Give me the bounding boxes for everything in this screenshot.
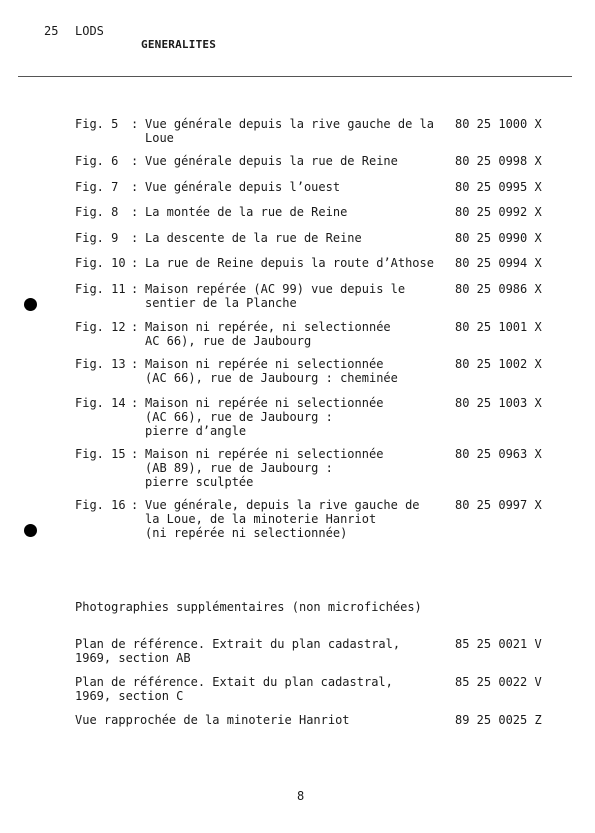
figure-separator: : <box>131 396 139 410</box>
figure-separator: : <box>131 180 139 194</box>
figure-code: 80 25 0995 X <box>455 180 542 194</box>
binder-hole <box>24 524 37 537</box>
supplementary-description: Plan de référence. Extait du plan cadastral, 1969, section C <box>75 675 393 703</box>
figure-code: 80 25 1000 X <box>455 117 542 131</box>
figure-description: Vue générale, depuis la rive gauche de la Loue, de la minoterie Hanriot (ni repérée ni selectionnée) <box>145 498 420 540</box>
supplementary-code: 89 25 0025 Z <box>455 713 542 727</box>
figure-label: Fig. 10 <box>75 256 126 270</box>
figure-label: Fig. 14 <box>75 396 126 410</box>
figure-label: Fig. 9 <box>75 231 119 245</box>
figure-code: 80 25 0998 X <box>455 154 542 168</box>
figure-separator: : <box>131 320 139 334</box>
header-title: LODS <box>75 24 104 38</box>
figure-separator: : <box>131 498 139 512</box>
figure-code: 80 25 0992 X <box>455 205 542 219</box>
figure-separator: : <box>131 256 139 270</box>
binder-hole <box>24 298 37 311</box>
figure-code: 80 25 0986 X <box>455 282 542 296</box>
header-number: 25 <box>44 24 59 38</box>
figure-description: Vue générale depuis l’ouest <box>145 180 341 194</box>
supplementary-code: 85 25 0022 V <box>455 675 542 689</box>
figure-description: Vue générale depuis la rive gauche de la Loue <box>145 117 434 145</box>
header-subtitle: GENERALITES <box>141 38 217 51</box>
figure-description: La montée de la rue de Reine <box>145 205 348 219</box>
figure-label: Fig. 8 <box>75 205 119 219</box>
figure-description: Maison ni repérée ni selectionnée (AC 66), rue de Jaubourg : cheminée <box>145 357 398 385</box>
figure-separator: : <box>131 231 139 245</box>
page-number: 8 <box>297 789 305 803</box>
supplementary-title: Photographies supplémentaires (non microfichées) <box>75 600 422 614</box>
figure-description: Maison ni repérée ni selectionnée (AB 89), rue de Jaubourg : pierre sculptée <box>145 447 384 489</box>
figure-description: Maison ni repérée ni selectionnée (AC 66), rue de Jaubourg : pierre d’angle <box>145 396 384 438</box>
figure-separator: : <box>131 447 139 461</box>
figure-code: 80 25 0963 X <box>455 447 542 461</box>
figure-description: Vue générale depuis la rue de Reine <box>145 154 398 168</box>
figure-code: 80 25 1003 X <box>455 396 542 410</box>
supplementary-code: 85 25 0021 V <box>455 637 542 651</box>
figure-code: 80 25 1001 X <box>455 320 542 334</box>
figure-label: Fig. 13 <box>75 357 126 371</box>
header-rule <box>18 76 572 77</box>
figure-separator: : <box>131 154 139 168</box>
figure-code: 80 25 0990 X <box>455 231 542 245</box>
figure-description: La rue de Reine depuis la route d’Athose <box>145 256 434 270</box>
figure-label: Fig. 7 <box>75 180 119 194</box>
figure-label: Fig. 16 <box>75 498 126 512</box>
supplementary-description: Plan de référence. Extrait du plan cadastral, 1969, section AB <box>75 637 401 665</box>
figure-description: Maison ni repérée, ni selectionnée AC 66), rue de Jaubourg <box>145 320 391 348</box>
figure-separator: : <box>131 205 139 219</box>
figure-code: 80 25 0994 X <box>455 256 542 270</box>
figure-code: 80 25 0997 X <box>455 498 542 512</box>
figure-label: Fig. 5 <box>75 117 119 131</box>
figure-separator: : <box>131 357 139 371</box>
figure-label: Fig. 6 <box>75 154 119 168</box>
figure-description: La descente de la rue de Reine <box>145 231 362 245</box>
supplementary-description: Vue rapprochée de la minoterie Hanriot <box>75 713 350 727</box>
figure-separator: : <box>131 282 139 296</box>
figure-label: Fig. 11 <box>75 282 126 296</box>
figure-separator: : <box>131 117 139 131</box>
figure-code: 80 25 1002 X <box>455 357 542 371</box>
figure-description: Maison repérée (AC 99) vue depuis le sentier de la Planche <box>145 282 406 310</box>
figure-label: Fig. 15 <box>75 447 126 461</box>
figure-label: Fig. 12 <box>75 320 126 334</box>
